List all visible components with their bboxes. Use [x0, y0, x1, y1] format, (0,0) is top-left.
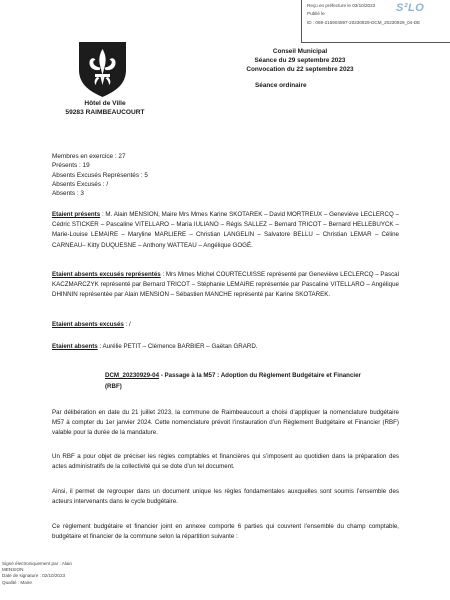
excused-paragraph	[52, 320, 399, 330]
town-hall-postal: 59283 RAIMBEAUCOURT	[65, 109, 145, 116]
absents-paragraph	[52, 342, 399, 352]
signature-line: Date de signature : 02/10/2023	[2, 573, 66, 579]
absents-text: : Aurélie PETIT – Clémence BARBIER – Gaëtan GRARD.	[97, 343, 258, 350]
convocation-date: Convocation du 22 septembre 2023	[246, 66, 354, 73]
absents-label: Etaient absents	[52, 343, 98, 350]
body-paragraph: Ce règlement budgétaire et financier joint en annexe comporte 6 parties qui couvrent l’ensemble du champ comptable, budgétaire et financier de la commune selon la répartition suivante :	[52, 523, 399, 541]
body-paragraph: Ainsi, il permet de regrouper dans un document unique les règles fondamentales auxquelles sont soumis l’ensemble des acteurs intervenants dans le cycle budgétaire.	[52, 488, 399, 506]
signature-line: Qualité : Maire	[2, 579, 32, 585]
count-line: Présents : 19	[52, 162, 90, 170]
represented-paragraph	[52, 270, 399, 301]
agenda-ref: DCM_20230929-04	[105, 372, 160, 379]
count-line: Absents : 3	[52, 190, 84, 198]
town-hall-name: Hôtel de Ville	[84, 100, 126, 107]
stamp-received: Reçu en préfecture le 03/10/2023	[307, 3, 376, 8]
excused-label: Etaient absents excusés	[52, 321, 124, 328]
town-hall-address	[60, 99, 150, 117]
council-header	[210, 47, 390, 74]
represented-label: Etaient absents excusés représentés	[52, 271, 161, 278]
agenda-item	[105, 371, 367, 392]
body-paragraph: Un RBF a pour objet de préciser les règles comptables et financières qui s’imposent au quotidien dans la préparation des actes administratifs de la collectivité qui se dote d’un tel document.	[52, 453, 399, 471]
seance-type: Séance ordinaire	[255, 82, 307, 89]
electronic-signature	[2, 561, 72, 586]
agenda-title: - Passage à la M57 : Adoption du Règlement Budgétaire et Financier (RBF)	[105, 372, 361, 390]
seance-date: Séance du 29 septembre 2023	[254, 57, 346, 64]
presents-label: Etaient présents	[52, 211, 101, 218]
s2lo-logo: S²LO	[396, 2, 425, 14]
count-line: Absents Excusés : /	[52, 180, 109, 188]
represented-text: : Mrs Mmes Michel COURTECUISSE représenté par Geneviève LECLERCQ – Pascal KACZMARCZYK représenté par Bernard TRICOT – Stéphanie LEMAIRE représentée par Pascaline VITELLARO – Angélique DHINNIN représentée par Alain MENSION – Sébastien MANCHE représenté par Karine SKOTAREK.	[52, 271, 399, 299]
prefecture-stamp	[301, 0, 450, 43]
city-crest-icon	[77, 40, 128, 98]
stamp-published: Publié le	[307, 11, 325, 16]
signature-line: Signé électroniquement par : Alain	[2, 561, 72, 566]
excused-text: : /	[123, 321, 131, 328]
count-line: Membres en exercice : 27	[52, 153, 126, 160]
member-counts	[52, 152, 148, 198]
body-paragraph: Par délibération en date du 21 juillet 2023, la commune de Raimbeaucourt a choisi d’appliquer la nomenclature budgétaire M57 à compter du 1er janvier 2024. Cette nomenclature prévoit l’instauration d’un Règlement Budgétaire et Financier (RBF) valable pour la durée de la mandature.	[52, 409, 399, 437]
presents-paragraph	[52, 210, 399, 251]
stamp-id: ID : 059-215904897-20230929-DCM_20230929_04-DE	[307, 20, 421, 25]
council-title: Conseil Municipal	[272, 48, 328, 55]
presents-text: : M. Alain MENSION, Maire Mrs Mmes Karine SKOTAREK – David MORTREUX – Geneviève LECLERCQ – Cédric STICKER – Pascaline VITELLARO – Maria IULIANO – Régis SALLEZ – Bernard TRICOT – Bernard HELLEBUYCK – Marie-Louise LEMAIRE – Maryline MARLIERE – Christian LANGELIN – Salvatore BELLU – Christian LEMAR – Céline CARNEAU– Kitty DUQUESNE – Anthony WATTEAU – Angélique GOGÉ.	[52, 211, 400, 249]
count-line: Absents Excusés Représentés : 5	[52, 171, 148, 179]
signature-line: MENSION	[2, 567, 24, 573]
